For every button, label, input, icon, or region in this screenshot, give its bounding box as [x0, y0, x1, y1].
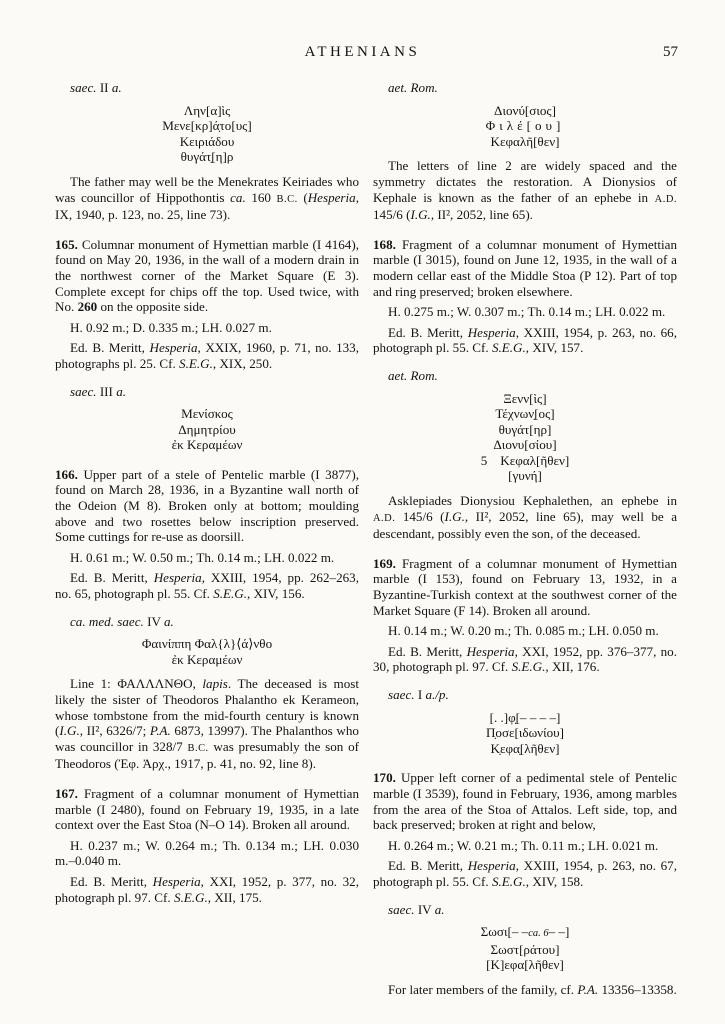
text-run: A.D.: [373, 512, 396, 524]
text-run: 166.: [55, 466, 78, 482]
inscription-line: [55, 422, 359, 438]
text-run: Διονυ[σίου]: [493, 437, 557, 453]
text-run: Ed. B. Meritt,: [388, 324, 468, 340]
text-run: 145/6 (: [395, 508, 445, 524]
text-run: on the opposite side.: [97, 299, 209, 315]
measurements: [373, 304, 677, 320]
inscription-line: [373, 437, 677, 453]
text-run: Upper left corner of a pedimental stele of Pentelic marble (I 3539), found in February, 1936, among marbles from the area of the Stoa of Attalos. Left side, top, and back preserved; broken at right and below,: [373, 770, 677, 833]
text-run: Μενε[κρ]ά̣το[υς]: [162, 118, 252, 134]
text-run: H. 0.14 m.; W. 0.20 m.; Th. 0.085 m.; LH. 0.050 m.: [388, 623, 659, 639]
text-run: S.E.G.: [491, 340, 526, 356]
page-number: 57: [663, 44, 678, 60]
text-run: 13356–13358.: [598, 981, 677, 997]
text-run: , II², 2052, line 65).: [430, 207, 533, 223]
inscription-line: [55, 118, 359, 134]
greek-inscription: [55, 103, 359, 165]
text-run: a.: [116, 383, 127, 399]
text-run: II: [96, 80, 112, 95]
text-run: ca. med. saec.: [70, 613, 144, 629]
text-run: , II², 6326/7;: [79, 723, 150, 739]
text-run: – –]: [548, 924, 570, 940]
text-run: saec.: [388, 901, 415, 917]
text-run: . The deceased is most likely the sister of Theodoros Phalantho ek Kerameon, whose tombstone from the mid-fourth century is known (: [55, 676, 360, 739]
text-run: H. 0.61 m.; W. 0.50 m.; Th. 0.14 m.; LH. 0.022 m.: [70, 549, 335, 565]
text-run: , IX, 1940, p. 123, no. 25, line 73).: [55, 189, 359, 223]
text-run: S.E.G.: [491, 873, 526, 889]
inscription-line: [373, 468, 677, 484]
inscription-line: [55, 406, 359, 422]
text-run: [. .]φ̣[– – – –]: [489, 709, 561, 725]
text-run: θυγάτ[ηρ]: [498, 421, 552, 437]
text-run: , XXI, 1952, pp. 376–377, no. 30, photograph pl. 97. Cf.: [373, 643, 677, 675]
text-run: H. 0.92 m.; D. 0.335 m.; LH. 0.027 m.: [70, 319, 272, 335]
text-run: Τέχνων̣[ος]: [495, 406, 555, 422]
measurements: [373, 838, 677, 854]
text-run: The father may well be the Menekrates Keiriades who was councillor of Hippothontis: [55, 173, 359, 205]
text-run: S.E.G.: [213, 586, 248, 602]
text-run: B.C.: [187, 742, 209, 754]
text-run: Σωστ[ράτου]: [490, 941, 560, 957]
text-run: Μενίσκος: [181, 406, 233, 422]
inscription-line: [373, 391, 677, 407]
measurements: [55, 320, 359, 336]
text-run: Fragment of a columnar monument of Hymettian marble (I 3015), found on June 12, 1935, in the wall of a modern cellar east of the Middle Stoa (P 12). Part of top and ring preserved; broken elsewhere.: [373, 236, 677, 299]
text-run: 168.: [373, 236, 396, 252]
greek-inscription: [55, 406, 359, 453]
text-run: Hesperia: [152, 873, 201, 889]
text-columns: [55, 80, 677, 998]
text-run: [Κ]εφα[λῆθεν]: [486, 957, 564, 973]
text-run: saec.: [388, 687, 415, 702]
date-label: [373, 80, 677, 96]
greek-inscription: [373, 924, 677, 973]
inscription-line: [373, 725, 677, 741]
text-run: ἐκ Κεραμέων: [171, 651, 243, 667]
text-run: Hesperia: [466, 643, 515, 659]
text-run: Κεφαλ[ῆθεν]: [500, 452, 570, 468]
text-run: ca. 6: [528, 928, 549, 940]
text-run: 169.: [373, 555, 396, 571]
text-run: Line 1: ΦΑΛΛΛΝΘΟ,: [70, 676, 203, 692]
entry-166: [55, 467, 359, 545]
measurements: [55, 838, 359, 869]
text-run: Ed. B. Meritt,: [70, 570, 154, 586]
text-run: , XIV, 156.: [247, 586, 305, 602]
text-run: a.: [434, 901, 445, 917]
inscription-line: [55, 134, 359, 150]
text-run: lapis: [202, 676, 228, 692]
inscription-line: [55, 437, 359, 453]
text-run: a.: [163, 613, 174, 629]
column-left: [55, 80, 359, 998]
text-run: Ξενν[ὶς]: [503, 390, 547, 406]
text-run: H. 0.237 m.; W. 0.264 m.; Th. 0.134 m.; LH. 0.030 m.–0.040 m.: [55, 837, 359, 869]
text-run: A.D.: [654, 193, 677, 205]
text-run: P.A.: [577, 981, 599, 997]
reference: [373, 325, 677, 356]
text-run: H. 0.275 m.; W. 0.307 m.; Th. 0.14 m.; LH. 0.022 m.: [388, 304, 666, 320]
greek-inscription: [373, 710, 677, 757]
reference: [55, 570, 359, 601]
entry-170: [373, 770, 677, 832]
text-run: Hesperia: [467, 858, 516, 874]
text-run: a./p.: [425, 687, 449, 702]
date-label: [55, 614, 359, 630]
running-head: ATHENIANS: [304, 44, 421, 60]
date-label: [373, 687, 677, 703]
text-run: , XII, 176.: [545, 659, 600, 675]
text-run: Δημητρίου: [178, 421, 236, 437]
text-run: , XXI, 1952, p. 377, no. 32, photograph pl. 97. Cf.: [55, 873, 360, 905]
inscription-line: [55, 149, 359, 165]
text-run: IV: [143, 613, 164, 629]
inscription-line: [373, 118, 677, 134]
text-run: Λην[α]ὶς: [183, 102, 231, 118]
date-label: [55, 80, 359, 96]
text-run: III: [96, 383, 117, 399]
inscription-line: [373, 453, 677, 469]
inscription-line: [373, 942, 677, 958]
inscription-line: [373, 422, 677, 438]
reference: [55, 874, 359, 905]
inscription-line: [55, 652, 359, 668]
inscription-line: [373, 134, 677, 150]
text-run: Φαινίππη Φαλ{λ}⟨ά⟩νθο: [141, 636, 273, 652]
text-run: (: [297, 189, 308, 205]
text-run: Ed. B. Meritt,: [388, 858, 468, 874]
text-run: Κ̣εφα̣[λῆθεν]: [490, 740, 560, 756]
text-run: was presumably the son of Theodoros (Ἐφ. Ἀρχ., 1917, p. 41, no. 92, line 8).: [55, 738, 359, 772]
text-run: , XXIII, 1954, p. 263, no. 66, photograph pl. 55. Cf.: [373, 324, 677, 356]
date-label: [55, 384, 359, 400]
text-run: Hesperia: [307, 189, 356, 205]
text-run: , II², 2052, line 65), may well be a descendant, possibly even the son, of the deceased.: [373, 508, 678, 542]
text-run: a.: [111, 80, 122, 95]
text-run: Φιλέ[ου]: [485, 118, 565, 134]
text-run: 170.: [373, 770, 396, 786]
text-run: Διονύ[σιος]: [494, 102, 556, 118]
entry-165: [55, 237, 359, 315]
greek-inscription: [55, 636, 359, 667]
greek-inscription: [373, 103, 677, 150]
text-run: Κεφαλῆ[θεν]: [490, 133, 560, 149]
text-run: S.E.G.: [179, 355, 213, 371]
text-run: Asklepiades Dionysiou Kephalethen, an ephebe in: [388, 493, 677, 509]
text-run: Σωσι[– –: [480, 924, 529, 940]
text-run: For later members of the family, cf.: [388, 981, 578, 997]
text-run: aet. Rom.: [388, 80, 438, 95]
inscription-line-number: 5: [480, 452, 488, 468]
text-run: θυγάτ̣[η]ρ: [180, 149, 234, 165]
text-run: , XIX, 250.: [212, 355, 273, 371]
text-run: 165.: [55, 236, 78, 252]
text-run: saec.: [70, 80, 97, 95]
text-run: Κειριάδου: [179, 133, 235, 149]
text-run: I.G.: [59, 723, 80, 739]
date-label: [373, 368, 677, 384]
text-run: [γυνή]: [508, 468, 542, 484]
inscription-line: [373, 924, 677, 942]
text-run: 167.: [55, 785, 78, 801]
measurements: [55, 550, 359, 566]
text-run: Fragment of a columnar monument of Hymettian marble (I 153), found on February 13, 1932, in a Byzantine-Turkish context at the southwest corner of the Market Square (F 14). Broken all around.: [373, 555, 677, 618]
text-run: B.C.: [276, 193, 298, 205]
reference: [55, 340, 359, 371]
text-run: I: [414, 687, 426, 702]
text-run: 260: [77, 299, 98, 315]
text-run: , XXIII, 1954, p. 263, no. 67, photograph pl. 55. Cf.: [373, 858, 677, 889]
date-label: [373, 902, 677, 918]
commentary-paragraph: [55, 174, 359, 223]
entry-169: [373, 556, 677, 618]
commentary-paragraph: [373, 982, 677, 998]
text-run: Ed. B. Meritt,: [70, 340, 150, 356]
reference: [373, 644, 677, 675]
text-run: ca.: [230, 189, 246, 205]
text-run: S.E.G.: [173, 889, 208, 905]
text-run: 6873, 13997). The Phalanthos who was councillor in 328/7: [55, 723, 359, 754]
text-run: , XXIX, 1960, p. 71, no. 133, photographs pl. 25. Cf.: [55, 340, 359, 371]
text-run: P.A.: [149, 723, 171, 739]
inscription-line: [373, 406, 677, 422]
inscription-line: [373, 741, 677, 757]
commentary-paragraph: [373, 158, 677, 222]
commentary-paragraph: [55, 676, 359, 772]
text-run: , XIV, 157.: [525, 340, 584, 356]
text-run: aet. Rom.: [388, 367, 438, 383]
text-run: Ed. B. Meritt,: [70, 873, 153, 889]
inscription-line: [373, 710, 677, 726]
text-run: Ed. B. Meritt,: [388, 643, 467, 659]
text-run: Fragment of a columnar monument of Hymettian marble (I 2480), found on February 19, 1935, in a late context over the East Stoa (N–O 14). Broken all around.: [55, 785, 359, 833]
entry-167: [55, 786, 359, 833]
greek-inscription: [373, 391, 677, 485]
text-run: Hesperia: [467, 324, 516, 340]
text-run: I.G.: [410, 207, 431, 223]
entry-168: [373, 237, 677, 299]
text-run: , XXIII, 1954, pp. 262–263, no. 65, photograph pl. 55. Cf.: [55, 570, 359, 602]
inscription-line: [373, 957, 677, 973]
commentary-paragraph: [373, 493, 677, 542]
text-run: Columnar monument of Hymettian marble (I 4164), found on May 20, 1936, in the wall of a modern drain in the northwest corner of the Market Square (E 3). Complete except for chips off the top. Used twice, with No.: [55, 236, 359, 315]
text-run: ἐκ Κεραμέων: [171, 437, 243, 453]
text-run: 160: [245, 189, 277, 205]
text-run: H. 0.264 m.; W. 0.21 m.; Th. 0.11 m.; LH. 0.021 m.: [388, 837, 659, 853]
text-run: Hesperia: [153, 570, 202, 586]
text-run: I.G.: [444, 508, 465, 524]
text-run: IV: [414, 901, 435, 917]
text-run: Hesperia: [149, 340, 198, 356]
text-run: , XII, 175.: [207, 889, 262, 905]
inscription-line: [55, 636, 359, 652]
column-right: [373, 80, 677, 998]
reference: [373, 858, 677, 889]
text-run: The letters of line 2 are widely spaced and the symmetry dictates the restoration. A Dionysios of Kephale is known as the father of an ephebe in: [373, 158, 677, 205]
text-run: Π̣οσε[ιδωνίου]: [485, 725, 565, 741]
text-run: 145/6 (: [373, 207, 411, 223]
inscription-line: [55, 103, 359, 119]
text-run: , XIV, 158.: [525, 873, 584, 889]
inscription-line: [373, 103, 677, 119]
text-run: saec.: [70, 383, 97, 399]
text-run: Upper part of a stele of Pentelic marble (I 3877), found on March 28, 1936, in a Byzantine wall north of the Odeion (M 8). Broken only at bottom; moulding above and two rosettes below inscription preserved. Some cuttings for re-use as doorsill.: [55, 466, 359, 545]
measurements: [373, 623, 677, 639]
text-run: S.E.G.: [511, 659, 546, 675]
